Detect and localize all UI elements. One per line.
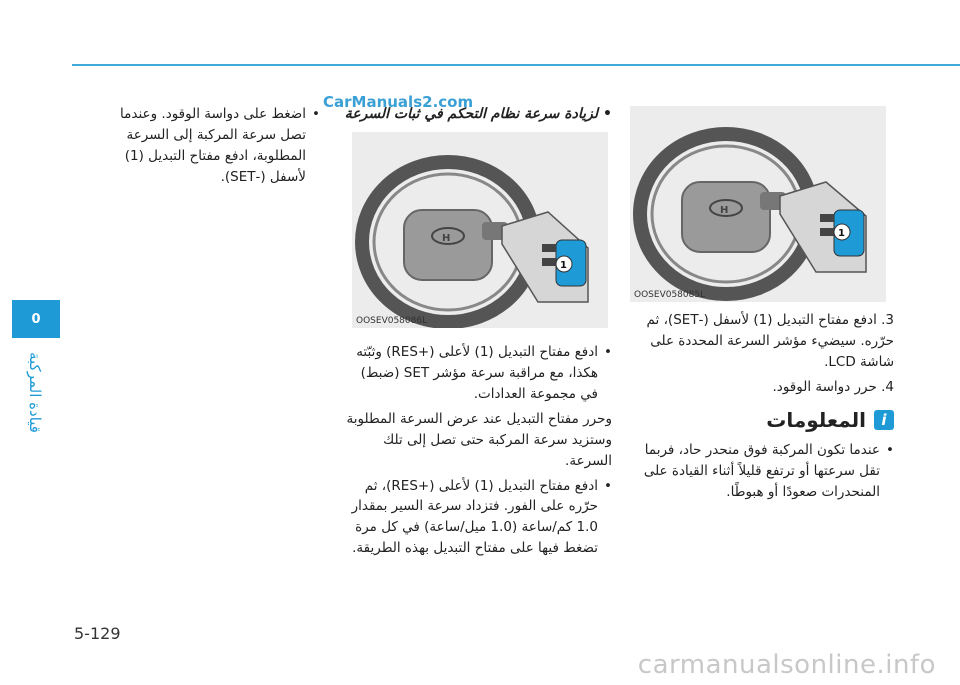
section-label: قيادة المركبة (26, 352, 44, 433)
info-text: • عندما تكون المركبة فوق منحدر حاد، فربما تقل سرعتها أو ترتفع قليلاً أثناء القيادة على المنحدرات صعودًا أو هبوطًا. (628, 440, 894, 503)
step-3: 3. ادفع مفتاح التبديل (1) لأسفل (-SET)، ثم حرّره. سيضيء مؤشر السرعة المحددة على شاشة LCD. (646, 312, 894, 370)
figure-code: OOSEV058085L (634, 290, 706, 300)
info-title-row (628, 408, 894, 432)
header-rule (72, 64, 960, 66)
figure-code: OOSEV058086L (356, 316, 428, 326)
footer-watermark: carmanualsonline.info (637, 650, 936, 680)
callout-1: 1 (838, 228, 845, 239)
watermark: CarManuals2.com (323, 93, 474, 111)
steering-wheel-figure-res (352, 132, 608, 328)
steering-wheel-illustration (630, 106, 886, 302)
bullet-2: • ادفع مفتاح التبديل (1) لأعلى (+RES)، ثم حرّره على الفور. فتزداد سرعة السير بمقدار 1.0 كم/ساعة (1.0 ميل/ساعة) في كل مرة تضغط فيها على مفتاح التبديل بهذه الطريقة. (340, 476, 612, 560)
info-title: المعلومات (766, 408, 866, 432)
bullet-1: • ادفع مفتاح التبديل (1) لأعلى (+RES) وثبّته هكذا، مع مراقبة سرعة مؤشر SET (ضبط) في مجموعة العدادات. (340, 342, 612, 405)
bullet-1-cont: وحرر مفتاح التبديل عند عرض السرعة المطلوبة وستزيد سرعة المركبة حتى تصل إلى تلك السرعة. (346, 410, 612, 469)
middle-column (340, 104, 612, 130)
right-column-steps (628, 310, 894, 402)
left-column (96, 104, 320, 192)
callout-1: 1 (560, 260, 567, 271)
section-heading: • لزيادة سرعة نظام التحكم في ثبات السرعة (340, 104, 612, 126)
svg-text:H: H (720, 205, 729, 216)
steering-wheel-figure-set (630, 106, 886, 302)
page-number: 5-129 (74, 624, 121, 643)
sidebar (0, 0, 60, 685)
section-tab[interactable]: 0 (12, 300, 60, 338)
steering-wheel-illustration (352, 132, 608, 328)
left-paragraph: • اضغط على دواسة الوقود. وعندما تصل سرعة المركبة إلى السرعة المطلوبة، ادفع مفتاح التبديل (1) لأسفل (-SET). (96, 104, 320, 188)
step-4: 4. حرر دواسة الوقود. (772, 378, 894, 395)
middle-bullets (340, 342, 612, 563)
info-icon: i (874, 410, 894, 430)
svg-text:H: H (442, 233, 451, 244)
info-box (628, 408, 894, 507)
